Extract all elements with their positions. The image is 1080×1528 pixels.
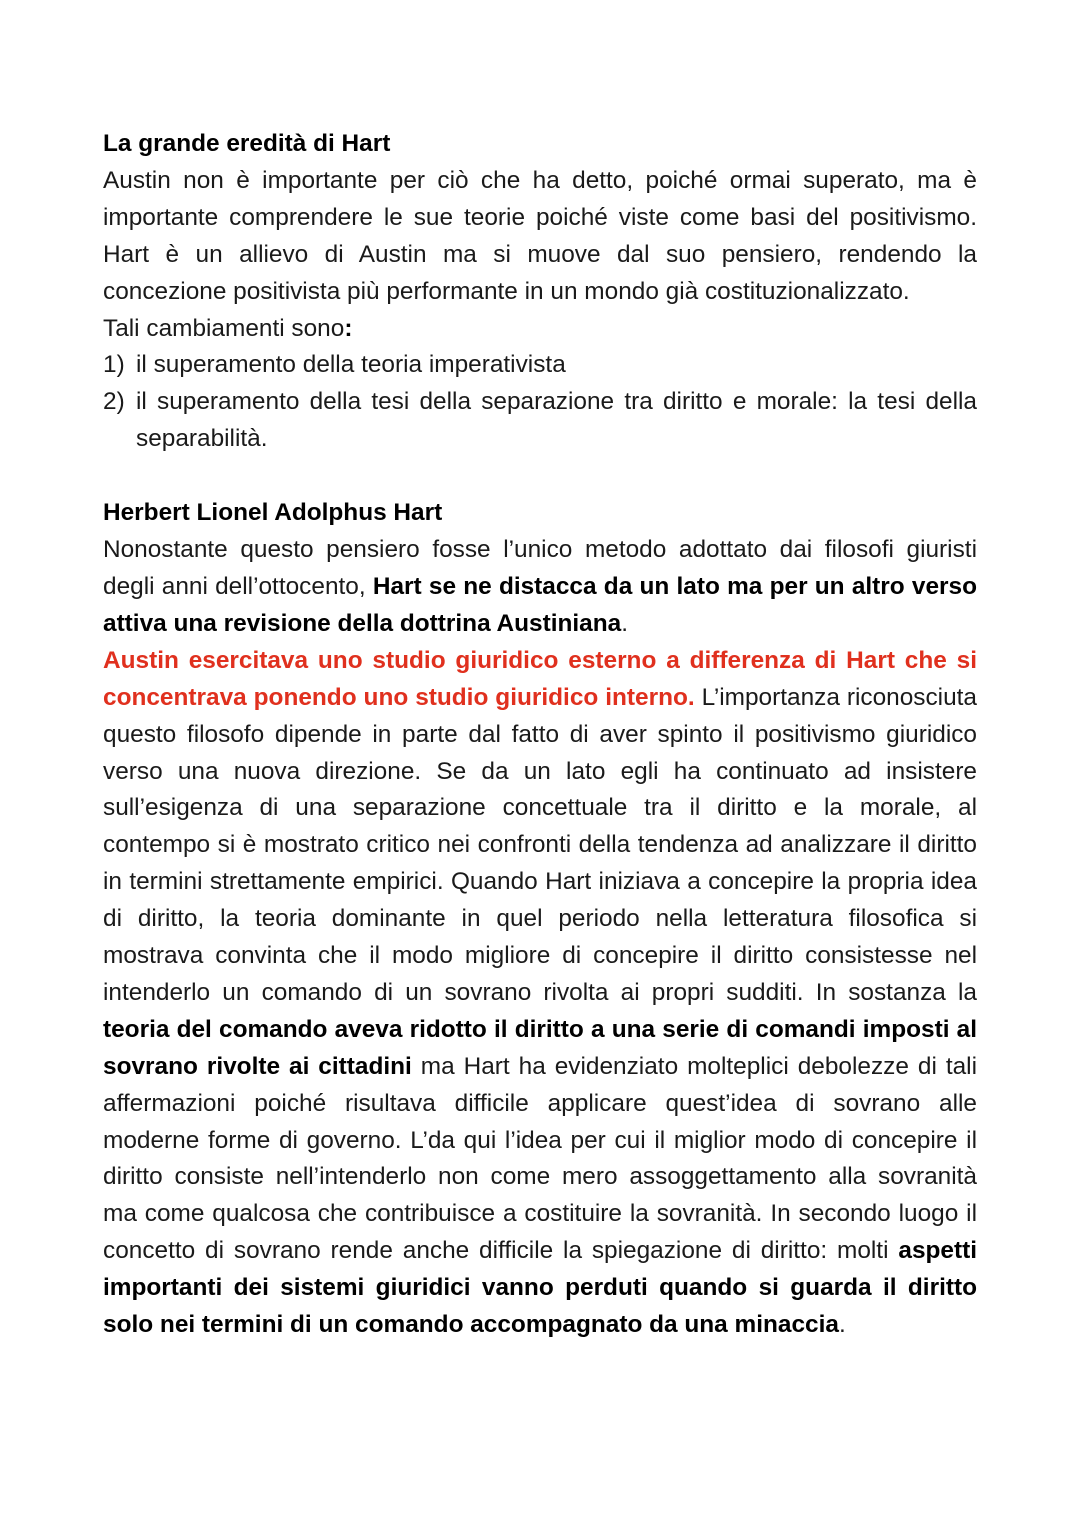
section-grande-eredita [103, 126, 977, 458]
paragraph-text: . [838, 1311, 846, 1339]
changes-intro-text: Tali cambiamenti sono [103, 314, 345, 342]
list-item-number: 1) [103, 351, 125, 379]
list-item-text: il superamento della tesi della separazione tra diritto e morale: la tesi della separabilità. [136, 388, 977, 453]
section-title: Herbert Lionel Adolphus Hart [103, 499, 443, 527]
paragraph-distacco [103, 532, 977, 643]
paragraph-text: Nonostante questo pensiero fosse l’unico metodo adottato dai filosofi giuristi degli anni dell’ottocento, [103, 536, 977, 600]
bold-text: aspetti importanti dei sistemi giuridici vanno perduti quando si guarda il diritto solo nei termini di un comando accompagnato da una minaccia [103, 1237, 977, 1339]
paragraph-studio-giuridico [103, 643, 977, 1344]
intro-paragraph: Austin non è importante per ciò che ha detto, poiché ormai superato, ma è importante comprendere le sue teorie poiché viste come basi del positivismo. Hart è un allievo di Austin ma si muove dal suo pensiero, rendendo la concezione positivista più performante in un mondo già costituzionalizzato. [103, 166, 977, 305]
bold-text: Hart se ne distacca da un lato ma per un altro verso attiva una revisione della dottrina Austiniana [103, 572, 977, 637]
changes-list [103, 347, 977, 458]
paragraph-text: ma Hart ha evidenziato molteplici debolezze di tali affermazioni poiché risultava difficile applicare quest’idea di sovrano alle moderne forme di governo. L’da qui l’idea per cui il miglior modo di concepire il diritto consiste nell’intenderlo non come mero assoggettamento alla sovranità ma come qualcosa che contribuisce a costituire la sovranità. In secondo luogo il concetto di sovrano rende anche difficile la spiegazione di diritto: molti [103, 1052, 977, 1265]
section-title: La grande eredità di Hart [103, 130, 391, 157]
list-item [103, 384, 977, 458]
paragraph-text: L’importanza riconosciuta questo filosofo dipende in parte dal fatto di aver spinto il positivismo giuridico verso una nuova direzione. Se da un lato egli ha continuato ad insistere sull’esigenza di una separazione concettuale tra il diritto e la morale, al contempo si è mostrato critico nei confronti della tendenza ad analizzare il diritto in termini strettamente empirici. Quando Hart iniziava a concepire la propria idea di diritto, la teoria dominante in quel periodo nella letteratura filosofica si mostrava convinta che il modo migliore di concepire il diritto consistesse nel intenderlo un comando di un sovrano rivolta ai propri sudditi. In sostanza la [103, 683, 977, 1006]
bold-text: teoria del comando aveva ridotto il diritto a una serie di comandi imposti al sovrano rivolte ai cittadini [103, 1015, 977, 1080]
highlighted-red-text: Austin esercitava uno studio giuridico esterno a differenza di Hart che si concentrava ponendo uno studio giuridico interno. [103, 646, 977, 711]
list-item-number: 2) [103, 388, 125, 416]
list-item [103, 347, 977, 384]
changes-intro-colon: : [344, 314, 353, 342]
changes-intro [103, 311, 977, 348]
document-content [103, 126, 977, 1344]
list-item-text: il superamento della teoria imperativista [136, 351, 566, 379]
section-hart-biography [103, 495, 977, 1344]
paragraph-text: . [621, 609, 628, 637]
